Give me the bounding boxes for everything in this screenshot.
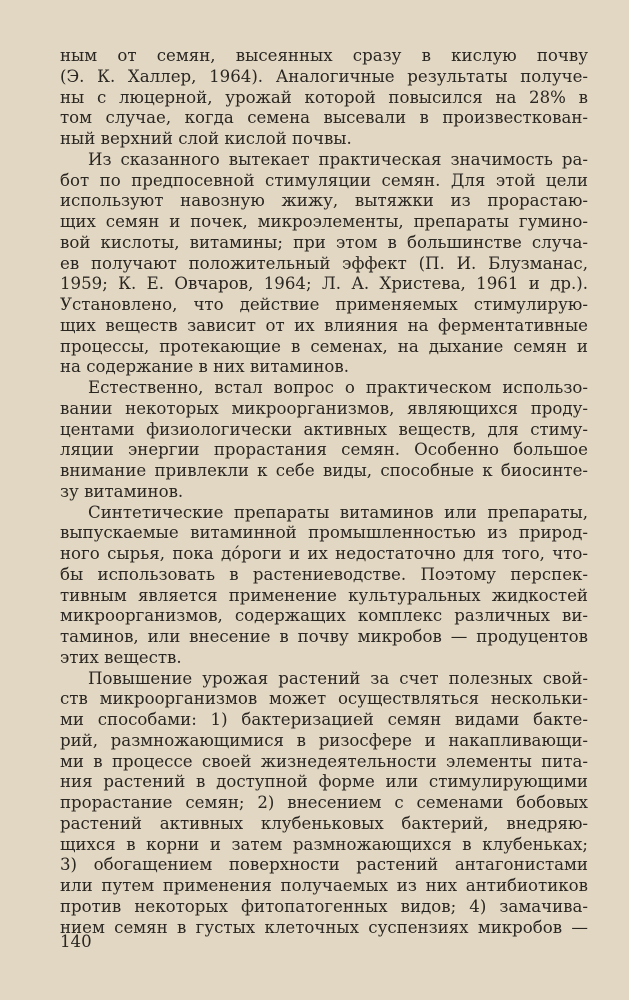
text-line: зу витаминов. [60,481,184,501]
text-line: нием семян в густых клеточных суспензиях микробов — [60,917,588,937]
text-line: ляции энергии прорастания семян. Особенно большое [60,440,588,460]
text-line: ны с люцерной, урожай которой повысился на 28% в [60,87,588,107]
text-line: выпускаемые витаминной промышленностью из природ- [60,523,588,543]
page-number: 140 [60,932,92,951]
paragraph-first-line: Синтетические препараты витаминов или препараты, [88,502,588,522]
text-line: таминов, или внесение в почву микробов — продуцентов [60,627,588,646]
text-line: 1959; К. Е. Овчаров, 1964; Л. А. Христева, 1961 и др.). [60,274,588,294]
text-line: ный верхний слой кислой почвы. [60,129,352,148]
text-line: ным от семян, высеянных сразу в кислую почву [60,46,588,65]
text-line: щих семян и почек, микроэлементы, препараты гумино- [60,212,588,231]
text-line: ного сырья, пока до́роги и их недостаточно для того, что- [60,544,588,563]
text-line: внимание привлекли к себе виды, способные к биосинте- [60,461,588,480]
paragraph-first-line: Повышение урожая растений за счет полезных свой- [88,668,588,688]
text-line: ств микроорганизмов может осуществляться нескольки- [60,689,588,709]
text-line: тивным является применение культуральных жидкостей [60,585,588,605]
text-line: вании некоторых микроорганизмов, являющихся проду- [60,398,588,418]
text-line: бот по предпосевной стимуляции семян. Для этой цели [60,170,588,190]
paragraph-first-line: Естественно, встал вопрос о практическом использо- [88,378,588,397]
text-line: ми способами: 1) бактеризацией семян видами бакте- [60,710,588,729]
text-line: процессы, протекающие в семенах, на дыхание семян и [60,336,588,356]
text-line: ев получают положительный эффект (П. И. Блузманас, [60,253,588,273]
text-line: на содержание в них витаминов. [60,357,350,377]
text-line: щихся в корни и затем размножающихся в клубеньках; [60,834,588,854]
text-line: центами физиологически активных веществ, для стиму- [60,419,588,439]
text-line: микроорганизмов, содержащих комплекс различных ви- [60,606,588,626]
text-line: прорастание семян; 2) внесением с семенами бобовых [60,793,588,812]
text-line: или путем применения получаемых из них антибиотиков [60,876,588,895]
text-line: бы использовать в растениеводстве. Поэтому перспек- [60,564,588,584]
text-line: используют навозную жижу, вытяжки из прорастаю- [60,191,588,211]
paragraph-first-line: Из сказанного вытекает практическая значимость ра- [88,149,588,169]
text-line: этих веществ. [60,647,182,667]
text-line: рий, размножающимися в ризосфере и накапливающи- [60,730,588,750]
text-line: против некоторых фитопатогенных видов; 4) замачива- [60,896,588,916]
text-line: растений активных клубеньковых бактерий, внедряю- [60,813,588,833]
text-line: ния растений в доступной форме или стимулирующими [60,772,588,792]
page-body-text [60,46,588,938]
text-line: 3) обогащением поверхности растений антагонистами [60,855,588,875]
text-line: том случае, когда семена высевали в произвесткован- [60,108,588,128]
text-line: щих веществ зависит от их влияния на ферментативные [60,315,588,335]
text-line: вой кислоты, витамины; при этом в большинстве случа- [60,232,588,252]
text-line: (Э. К. Халлер, 1964). Аналогичные результаты получе- [60,66,588,86]
text-line: Установлено, что действие применяемых стимулирую- [60,295,588,314]
text-line: ми в процессе своей жизнедеятельности элементы пита- [60,751,588,771]
